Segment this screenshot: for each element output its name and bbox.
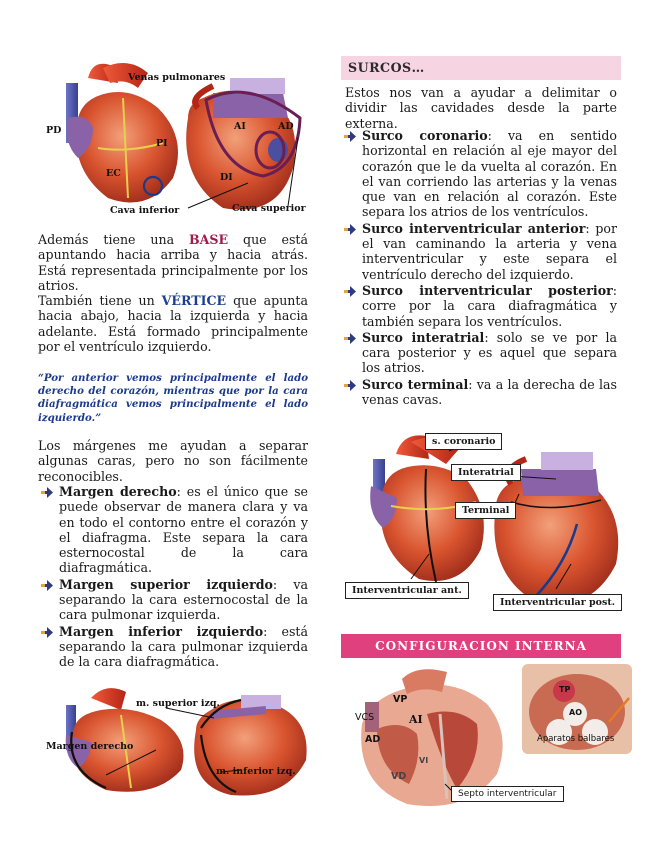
paragraph-margenes: Los márgenes me ayudan a separar algunas caras, pero no son fácilmente reconocibles. [38, 438, 308, 484]
label-cava-inferior: Cava inferior [110, 205, 180, 216]
bullet-arrow-icon [41, 627, 53, 638]
surco-text: : por el van caminando la arteria y vena interventricular y este separa el ventrículo derecho del izquierdo. [362, 220, 617, 282]
label-septo-interventricular: Septo interventricular [451, 786, 564, 802]
paragraph-vertice [38, 293, 308, 355]
list-item-surco-interatrial [341, 330, 617, 376]
vertice-text-pre: También tiene un [38, 293, 162, 308]
surco-text: : corre por la cara diafragmática y también separa los ventrículos. [362, 282, 617, 329]
figure-heart-margins [36, 680, 316, 800]
config-title: CONFIGURACION INTERNA [375, 639, 587, 653]
list-item-surco-terminal [341, 377, 617, 408]
label-aparatos-balbares: Aparatos balbares [537, 734, 615, 744]
label-vp: VP [393, 694, 408, 705]
list-item-surco-coronario [341, 128, 617, 220]
margin-term: Margen superior izquierdo [59, 576, 273, 592]
margin-term: Margen inferior izquierdo [59, 623, 264, 639]
label-ad: AD [365, 734, 381, 745]
bullet-arrow-icon [344, 380, 356, 391]
bullet-arrow-icon [344, 131, 356, 142]
label-m-superior-izq: m. superior izq. [136, 698, 220, 709]
label-ai: AI [234, 121, 246, 132]
section-header-surcos [341, 56, 621, 80]
label-m-inferior-izq: m. inferior izq. [216, 766, 296, 777]
margin-text: : está separando la cara pulmonar izquierda de la cara diafragmática. [59, 623, 308, 670]
vertice-keyword: VÉRTICE [161, 293, 227, 308]
surco-term: Surco terminal [362, 376, 469, 392]
margin-term: Margen derecho [59, 484, 177, 499]
list-item-surco-interventricular-anterior [341, 221, 617, 282]
figure-heart-surcos [341, 424, 629, 620]
list-item-margen-inferior-izquierdo [38, 624, 308, 670]
figure-heart-internal [347, 664, 637, 812]
bullet-arrow-icon [41, 580, 53, 591]
label-interatrial: Interatrial [451, 464, 521, 481]
label-venas-pulmonares: Venas pulmonares [128, 72, 226, 83]
label-ai: AI [409, 713, 423, 726]
surco-term: Surco coronario [362, 128, 488, 143]
surco-term: Surco interatrial [362, 329, 485, 345]
label-pi: PI [156, 138, 168, 149]
label-margen-derecho: Margen derecho [46, 741, 134, 752]
label-interventricular-ant: Interventricular ant. [345, 582, 469, 599]
label-ec: EC [106, 168, 121, 179]
surco-term: Surco interventricular anterior [362, 220, 586, 236]
surco-text: : solo se ve por la cara posterior y es aquel que separa los atrios. [362, 329, 617, 376]
bullet-arrow-icon [344, 286, 356, 297]
label-s-coronario: s. coronario [425, 433, 502, 450]
surcos-title: SURCOS… [348, 60, 425, 75]
base-keyword: BASE [189, 232, 229, 247]
label-terminal: Terminal [455, 502, 516, 519]
margins-list [38, 484, 308, 671]
base-text-post: que está apuntando hacia arriba y hacia atrás. Está representada principalmente por los atrios. [38, 232, 308, 294]
vertice-text-post: que apunta hacia abajo, hacia la izquierda y hacia adelante. Está formado principalmente por el ventrículo izquierdo. [38, 293, 308, 355]
label-cava-superior: Cava superior [232, 203, 306, 214]
figure-heart-views-1 [38, 58, 306, 218]
bullet-arrow-icon [41, 487, 53, 498]
bullet-arrow-icon [344, 224, 356, 235]
label-vd: VD [391, 771, 407, 782]
surco-text: : va en sentido horizontal en relación al eje mayor del corazón que le da vuelta al corazón. En el van corriendo las arterias y la venas que van en relación al corazón. Este separa los atrios de los ventrículos. [362, 128, 618, 220]
bullet-arrow-icon [344, 333, 356, 344]
paragraph-surcos-intro: Estos nos van a ayudar a delimitar o dividir las cavidades desde la parte externa. [345, 85, 617, 131]
paragraph-base [38, 232, 308, 294]
label-interventricular-post: Interventricular post. [493, 594, 622, 611]
list-item-surco-interventricular-posterior [341, 283, 617, 329]
list-item-margen-derecho [38, 484, 308, 576]
surco-term: Surco interventricular posterior [362, 282, 613, 298]
quote-anterior-diafragmatica: “Por anterior vemos principalmente el lado derecho del corazón, mientras que por la cara diafragmática vemos principalmente el lado izquierdo.” [38, 372, 308, 424]
base-text-pre: Además tiene una [38, 232, 189, 247]
section-header-configuracion-interna [341, 634, 621, 658]
label-vcs: VCS [355, 712, 375, 723]
label-di: DI [220, 172, 233, 183]
label-pd: PD [46, 125, 62, 136]
surco-text: : va a la derecha de las venas cavas. [362, 376, 618, 408]
label-ao: AO [569, 708, 582, 717]
label-vi: VI [419, 756, 429, 765]
list-item-margen-superior-izquierdo [38, 577, 308, 623]
margin-text: : es el único que se puede observar de manera clara y va en todo el contorno entre el corazón y el diafragma. Este separa la cara esternocostal de la cara diafragmática. [59, 484, 308, 576]
surcos-list [341, 128, 617, 408]
margin-text: : va separando la cara esternocostal de la cara pulmonar izquierda. [59, 576, 308, 623]
label-tp: TP [559, 685, 571, 694]
label-ad: AD [278, 121, 294, 132]
